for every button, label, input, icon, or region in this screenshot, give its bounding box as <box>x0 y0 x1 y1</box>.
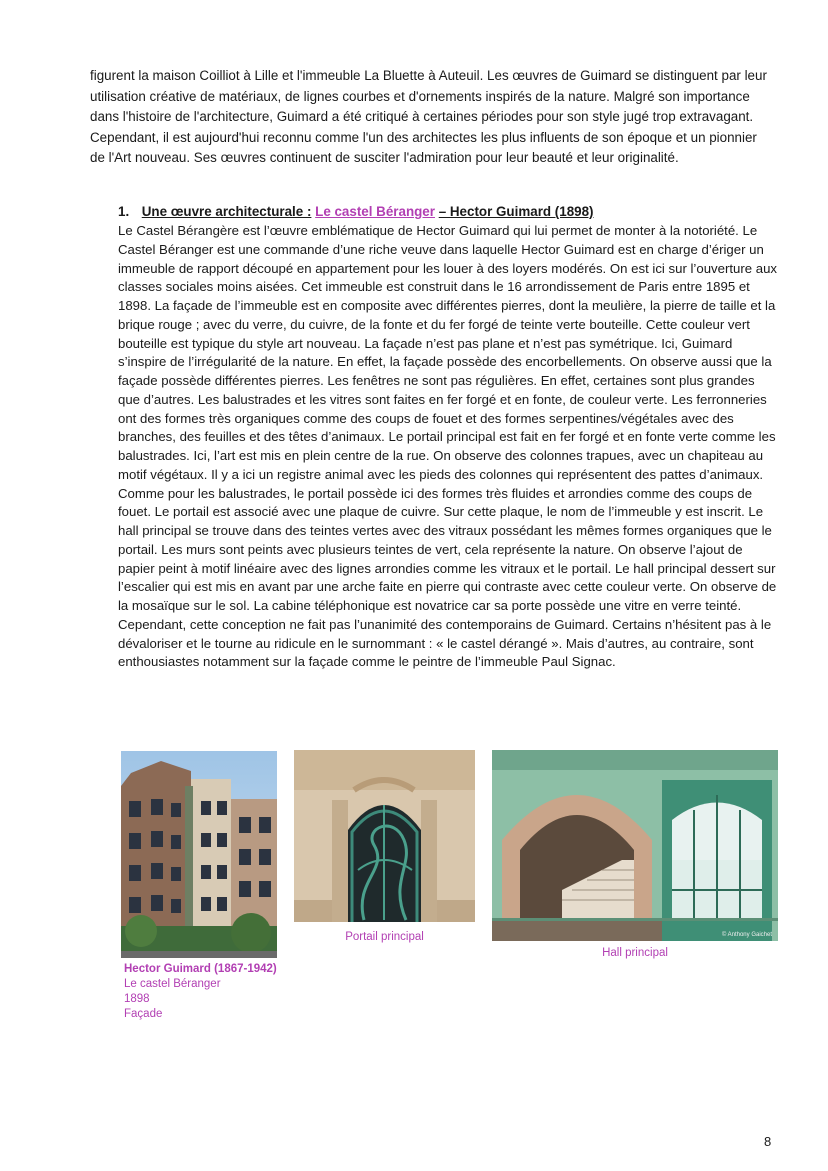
portail-caption: Portail principal <box>345 931 424 943</box>
portail-photo <box>294 750 475 922</box>
facade-caption <box>124 962 277 1022</box>
portail-image <box>294 750 475 922</box>
intro-paragraph: figurent la maison Coilliot à Lille et l'immeuble La Bluette à Auteuil. Les œuvres de Guimard se distinguent par leur utilisation créative de matériaux, de lignes courbes et d'ornements inspirés de la nature. Malgré son importance dans l'histoire de l'architecture, Guimard a été critiqué à certaines périodes pour son style jugé trop extravagant. Cependant, il est aujourd'hui reconnu comme l'un des architectes les plus influents de son époque et un pionnier de l'Art nouveau. Ses œuvres continuent de susciter l'admiration pour leur beauté et leur originalité. <box>90 68 767 166</box>
hall-photo <box>492 750 778 941</box>
facade-image <box>121 751 277 958</box>
hall-caption: Hall principal <box>602 947 668 959</box>
section-body <box>118 222 780 672</box>
facade-caption-artist: Hector Guimard (1867-1942) <box>124 963 277 975</box>
section-heading <box>118 202 798 222</box>
facade-caption-part: Façade <box>124 1008 163 1020</box>
facade-photo <box>121 751 277 958</box>
hall-image <box>492 750 778 941</box>
body-paragraph-2: Cependant, cette conception ne fait pas l’unanimité des contemporains de Guimard. Certains n’hésitent pas à le dévaloriser et le tourne au ridicule en le surnommant : « le castel dérangé ». Mais d’autres, au contraire, sont enthousiastes notamment sur la façade comme le peintre de l’immeuble Paul Signac. <box>118 616 772 670</box>
section-number: 1. <box>118 204 130 219</box>
section-rest: – Hector Guimard (1898) <box>438 204 594 219</box>
page-number: 8 <box>764 1134 772 1149</box>
body-paragraph-1: Le Castel Bérangère est l’œuvre emblématique de Hector Guimard qui lui permet de monter à la notoriété. Le Castel Béranger est une commande d’une riche veuve dans laquelle Hector Guimard est en charge d’ériger un immeuble de rapport découpé en appartement pour les louer à des loyers modérés. On est ici sur l’ouverture aux classes sociales moins aisées. Cet immeuble est construit dans le 16 arrondissement de Paris entre 1895 et 1898. La façade de l’immeuble est en composite avec différentes pierres, dont la meulière, la pierre de taille et la brique rouge ; avec du verre, du cuivre, de la fonte et du fer forgé de teinte verte bouteille. Cette couleur vert bouteille est typique du style art nouveau. La façade n’est pas plane et n’est pas symétrique. Ici, Guimard s’inspire de l’irrégularité de la nature. En effet, la façade possède des encorbellements. On observe aussi que la façade possède différentes pierres. Les fenêtres ne sont pas régulières. En effet, certaines sont plus grandes que d’autres. Les balustrades et les vitres sont faites en fer forgé et en fonte, de couleur verte. Les ferronneries ont des formes très organiques comme des coups de fouet et des formes serpentines/végétales avec des branches, des feuilles et des têtes d’animaux. Le portail principal est fait en fer forgé et en fonte verte comme les balustrades. Ici, l’art est mis en plein centre de la rue. On observe des colonnes trapues, avec un chapiteau au motif végétaux. Il y a ici un registre animal avec les pieds des colonnes qui représentent des pattes d’animaux. Comme pour les balustrades, le portail possède ici des formes très fluides et arrondies comme des coups de fouet. Le portail est associé avec une plaque de cuivre. Sur cette plaque, le nom de l’immeuble y est inscrit. Le hall principal se trouve dans des teintes vertes avec des vitraux possédant les mêmes formes organiques que le portail. Les murs sont peints avec plusieurs teintes de vert, cela représente la nature. On observe l’ajout de papier peint à motif linéaire avec des lignes arrondies comme les vitraux et le portail. Le hall principal dessert sur l’escalier qui est mis en avant par une arche faite en pierre qui contraste avec cette couleur verte. On observe de la mosaïque sur le sol. La cabine téléphonique est novatrice car sa porte possède une vitre en verre teinté. <box>118 223 777 613</box>
castel-beranger-link[interactable]: Le castel Béranger <box>315 204 435 219</box>
hall-photo-credit: © Anthony Gaichet <box>721 932 772 938</box>
section-label: Une œuvre architecturale : <box>141 204 312 219</box>
facade-caption-title: Le castel Béranger <box>124 978 221 990</box>
facade-caption-year: 1898 <box>124 993 150 1005</box>
